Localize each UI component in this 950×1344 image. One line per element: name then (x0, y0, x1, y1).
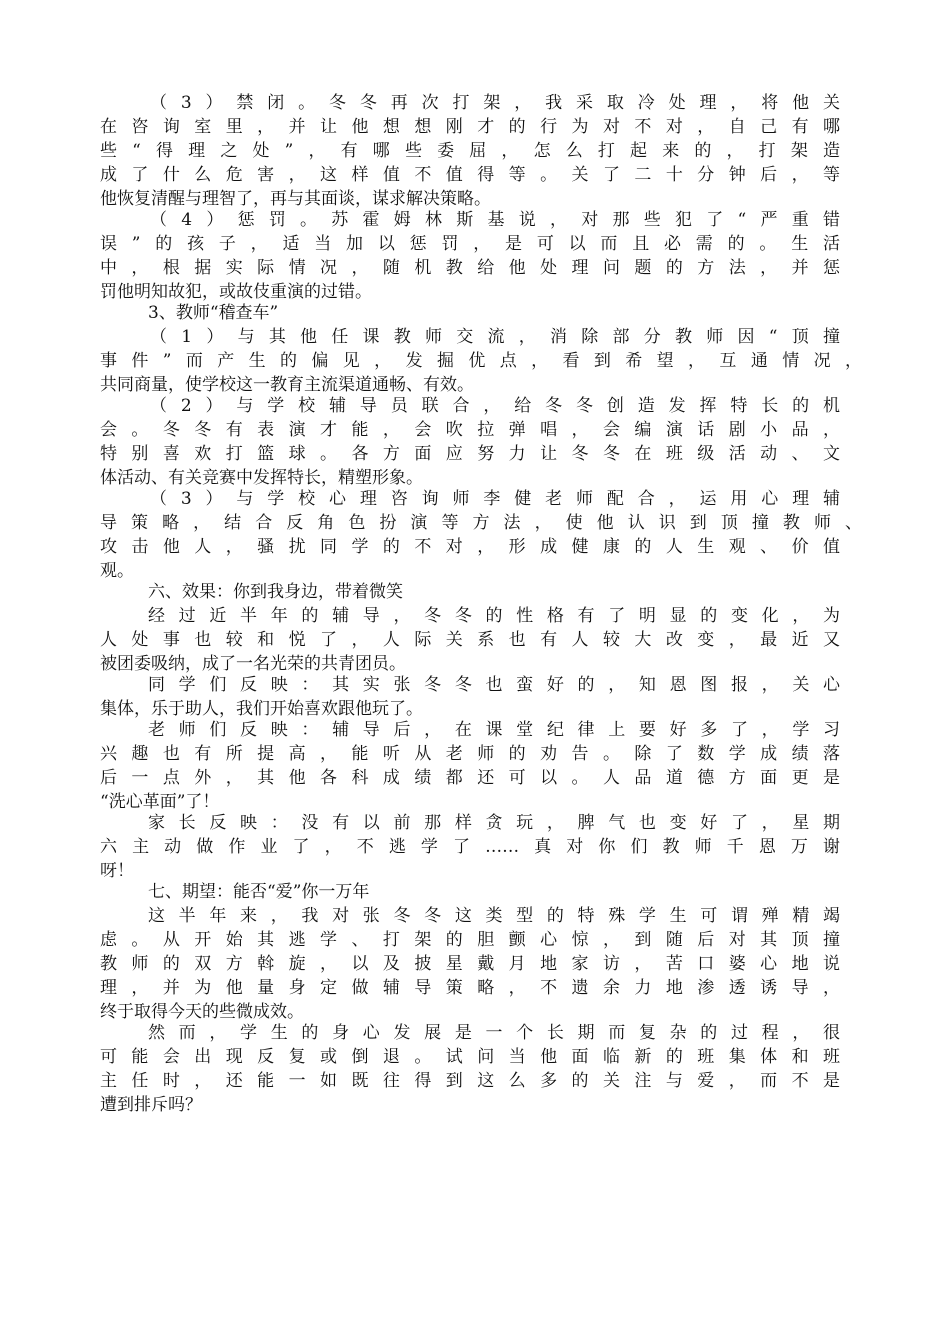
section-heading: 3、教师“稽查车” (148, 303, 279, 323)
text-line: （3）禁闭。冬冬再次打架，我采取冷处理，将他关 (150, 93, 840, 113)
text-line: 老师们反映：辅导后，在课堂纪律上要好多了，学习 (148, 720, 840, 740)
text-line: 后一点外，其他各科成绩都还可以。人品道德方面更是 (100, 768, 840, 788)
section-heading: 七、期望：能否“爱”你一万年 (148, 882, 370, 902)
text-line: 主任时，还能一如既往得到这么多的关注与爱，而不是 (100, 1071, 840, 1091)
text-line: 共同商量，使学校这一教育主流渠道通畅、有效。 (100, 375, 474, 395)
text-line: “洗心革面”了！ (100, 792, 220, 812)
text-line: 些“得理之处”，有哪些委屈，怎么打起来的，打架造 (100, 141, 840, 161)
text-line: 教师的双方斡旋，以及披星戴月地家访，苦口婆心地说 (100, 954, 840, 974)
text-line: 终于取得今天的些微成效。 (100, 1002, 304, 1022)
text-line: （1）与其他任课教师交流，消除部分教师因“顶撞 (150, 327, 840, 347)
text-line: 他恢复清醒与理智了，再与其面谈，谋求解决策略。 (100, 189, 491, 209)
text-line: 在咨询室里，并让他想想刚才的行为对不对，自己有哪 (100, 117, 840, 137)
text-line: （4）惩罚。苏霍姆林斯基说，对那些犯了“严重错 (150, 210, 840, 230)
text-line: 观。 (100, 561, 134, 581)
text-line: （3）与学校心理咨询师李健老师配合，运用心理辅 (150, 489, 840, 509)
text-line: 会。冬冬有表演才能，会吹拉弹唱，会编演话剧小品， (100, 420, 840, 440)
text-line: 被团委吸纳，成了一名光荣的共青团员。 (100, 654, 406, 674)
text-line: 六主动做作业了，不逃学了……真对你们教师千恩万谢 (100, 837, 840, 857)
text-line: 然而，学生的身心发展是一个长期而复杂的过程，很 (148, 1023, 840, 1043)
text-line: 特别喜欢打篮球。各方面应努力让冬冬在班级活动、文 (100, 444, 840, 464)
text-line: 罚他明知故犯，或故伎重演的过错。 (100, 282, 372, 302)
text-line: 集体，乐于助人，我们开始喜欢跟他玩了。 (100, 699, 423, 719)
text-line: 导策略，结合反角色扮演等方法，使他认识到顶撞教师、 (100, 513, 862, 533)
text-line: 同学们反映：其实张冬冬也蛮好的，知恩图报，关心 (148, 675, 840, 695)
text-line: 虑。从开始其逃学、打架的胆颤心惊，到随后对其顶撞 (100, 930, 840, 950)
text-line: 呀！ (100, 861, 134, 881)
text-line: 中，根据实际情况，随机教给他处理问题的方法，并惩 (100, 258, 840, 278)
text-line: 兴趣也有所提高，能听从老师的劝告。除了数学成绩落 (100, 744, 840, 764)
text-line: 遭到排斥吗？ (100, 1095, 202, 1115)
text-line: 家长反映：没有以前那样贪玩，脾气也变好了，星期 (148, 813, 840, 833)
text-line: 误”的孩子，适当加以惩罚，是可以而且必需的。生活 (100, 234, 840, 254)
text-line: 事件”而产生的偏见，发掘优点，看到希望，互通情况， (100, 351, 862, 371)
text-line: （2）与学校辅导员联合，给冬冬创造发挥特长的机 (150, 396, 840, 416)
text-line: 体活动、有关竞赛中发挥特长，精塑形象。 (100, 468, 423, 488)
text-line: 可能会出现反复或倒退。试问当他面临新的班集体和班 (100, 1047, 840, 1067)
text-line: 这半年来，我对张冬冬这类型的特殊学生可谓殚精竭 (148, 906, 840, 926)
section-heading: 六、效果：你到我身边，带着微笑 (148, 582, 403, 602)
text-line: 经过近半年的辅导，冬冬的性格有了明显的变化，为 (148, 606, 840, 626)
text-line: 人处事也较和悦了，人际关系也有人较大改变，最近又 (100, 630, 840, 650)
text-line: 攻击他人，骚扰同学的不对，形成健康的人生观、价值 (100, 537, 840, 557)
text-line: 理，并为他量身定做辅导策略，不遗余力地渗透诱导， (100, 978, 840, 998)
text-line: 成了什么危害，这样值不值得等。关了二十分钟后，等 (100, 165, 840, 185)
